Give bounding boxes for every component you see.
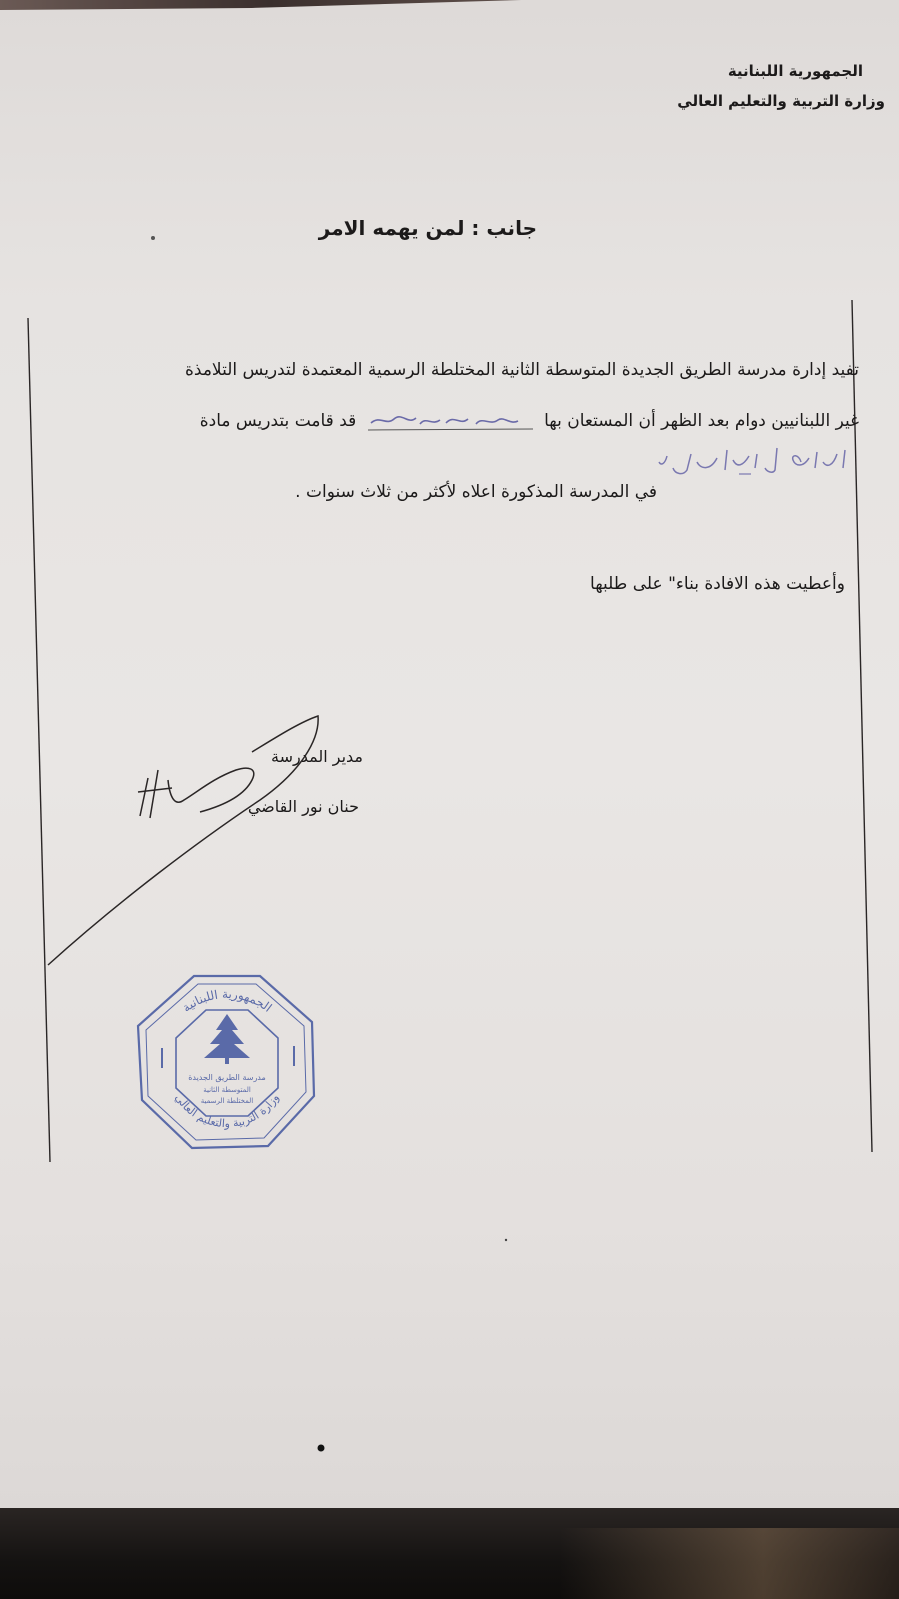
stamp-inner-line-2: المتوسطة الثانية (203, 1086, 251, 1094)
stamp-inner-line-3: المختلطة الرسمية (200, 1097, 254, 1105)
salutation-title: جانب : لمن يهمه الامر (318, 216, 537, 240)
stamp-outer-bottom-text: وزارة التربية والتعليم العالي (172, 1091, 282, 1131)
header-ministry: وزارة التربية والتعليم العالي (677, 92, 885, 110)
stamp-inner-line-1: مدرسة الطريق الجديدة (188, 1073, 266, 1082)
cedar-tree-icon (204, 1014, 250, 1064)
body-line-3-text: في المدرسة المذكورة اعلاه لأكثر من ثلاث سنوات . (295, 482, 657, 502)
signatory-role: مدير المدرسة (270, 747, 363, 766)
signatory-name: حنان نور القاضي (247, 797, 359, 816)
body-line-1: تفيد إدارة مدرسة الطريق الجديدة المتوسطة الثانية المختلطة الرسمية المعتمدة لتدريس التلامذة (185, 360, 859, 380)
body-line-2-end: قد قامت بتدريس مادة (199, 411, 357, 431)
body-line-2-start: غير اللبنانيين دوام بعد الظهر أن المستعان بها (544, 411, 859, 431)
official-stamp (132, 968, 322, 1158)
closing-line: وأعطيت هذه الافادة بناء" على طلبها (590, 574, 845, 594)
header-republic: الجمهورية اللبنانية (727, 62, 863, 80)
stamp-outer-top-text: الجمهورية اللبنانية (179, 986, 275, 1015)
